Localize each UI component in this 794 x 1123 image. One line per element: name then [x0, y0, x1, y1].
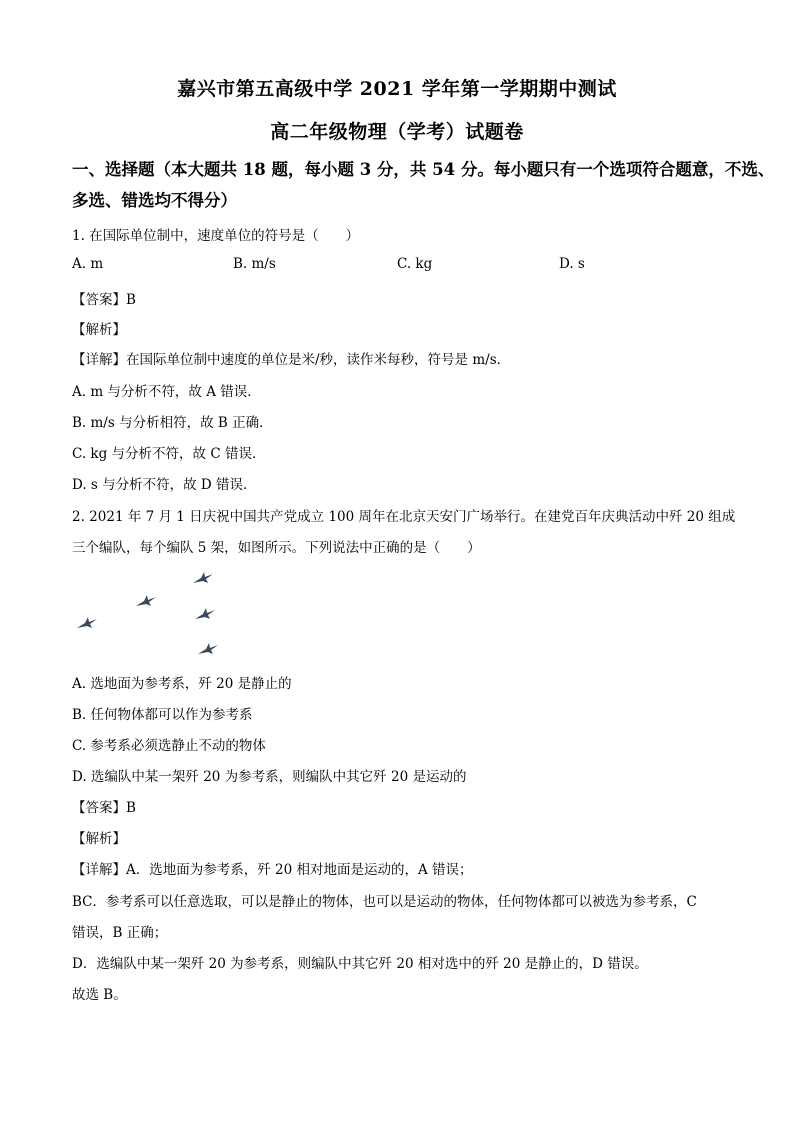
q2-figure [70, 565, 230, 665]
document-subtitle: 高二年级物理（学考）试题卷 [270, 121, 524, 143]
q2-detail-line5: 故选 B。 [72, 987, 127, 1003]
document-title: 嘉兴市第五高级中学 2021 学年第一学期期中测试 [177, 78, 617, 100]
q1-note-d: D. s 与分析不符，故 D 错误． [72, 477, 257, 493]
q2-detail-line3: 错误，B 正确； [72, 925, 168, 941]
q1-note-b: B. m/s 与分析相符，故 B 正确． [72, 415, 273, 431]
q1-note-c: C. kg 与分析不符，故 C 错误． [72, 446, 266, 462]
q1-stem: 1. 在国际单位制中，速度单位的符号是（ ） [72, 228, 360, 244]
q1-option-a: A. m [72, 256, 104, 272]
fighter-jet-icon [76, 616, 98, 630]
fighter-jet-icon [197, 642, 219, 656]
fighter-jet-icon [135, 594, 157, 608]
section-heading-line1: 一、选择题（本大题共 18 题，每小题 3 分，共 54 分。每小题只有一个选项符合题意，不选、 [72, 160, 775, 179]
q1-detail: 【详解】在国际单位制中速度的单位是米/秒，读作米每秒，符号是 m/s． [72, 352, 511, 368]
q2-option-a: A. 选地面为参考系，歼 20 是静止的 [72, 676, 292, 692]
q2-option-b: B. 任何物体都可以作为参考系 [72, 707, 253, 723]
q2-analysis-label: 【解析】 [72, 831, 126, 847]
q2-answer: 【答案】B [72, 800, 136, 816]
q2-stem-line1: 2. 2021 年 7 月 1 日庆祝中国共产党成立 100 周年在北京天安门广场举行。在建党百年庆典活动中歼 20 组成 [72, 509, 736, 525]
q1-option-c: C. kg [397, 256, 433, 272]
q1-note-a: A. m 与分析不符，故 A 错误． [72, 384, 261, 400]
q1-option-b: B. m/s [233, 256, 276, 272]
fighter-jet-icon [194, 607, 216, 621]
q2-option-c: C. 参考系必须选静止不动的物体 [72, 738, 266, 754]
q2-detail-line4: D．选编队中某一架歼 20 为参考系，则编队中其它歼 20 相对选中的歼 20 是静止的，D 错误。 [72, 956, 648, 972]
fighter-jet-icon [192, 571, 214, 585]
q2-detail-line2: BC．参考系可以任意选取，可以是静止的物体，也可以是运动的物体，任何物体都可以被选为参考系，C [72, 894, 697, 910]
q1-analysis-label: 【解析】 [72, 322, 126, 338]
q1-option-d: D. s [559, 256, 585, 272]
q2-stem-line2: 三个编队，每个编队 5 架，如图所示。下列说法中正确的是（ ） [72, 540, 481, 556]
q2-option-d: D. 选编队中某一架歼 20 为参考系，则编队中其它歼 20 是运动的 [72, 769, 467, 785]
section-heading-line2: 多选、错选均不得分） [72, 191, 237, 210]
q2-detail-line1: 【详解】A．选地面为参考系，歼 20 相对地面是运动的，A 错误； [72, 862, 473, 878]
q1-answer: 【答案】B [72, 292, 136, 308]
